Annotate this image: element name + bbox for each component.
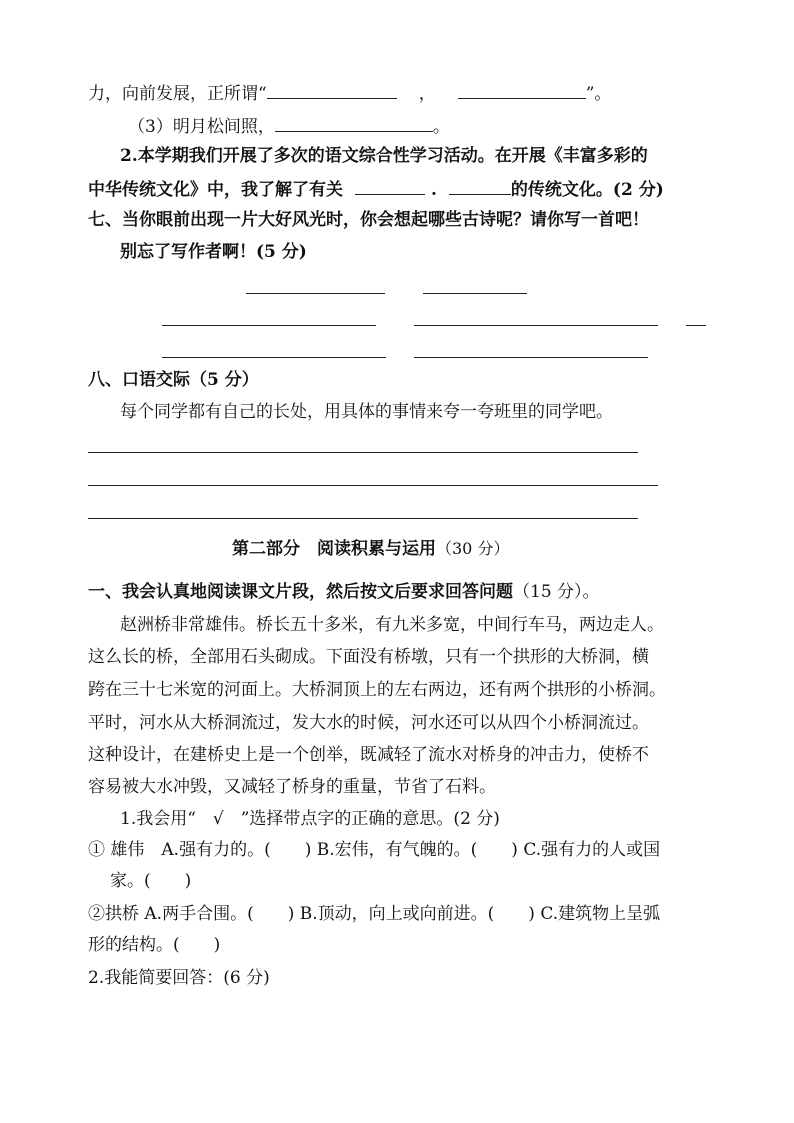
passage-line: 这种设计，在建桥史上是一个创举，既减轻了流水对桥身的冲击力，使桥不 bbox=[88, 745, 649, 765]
poem-line[interactable] bbox=[686, 325, 706, 326]
reading-question-1 bbox=[88, 580, 600, 604]
poem-line[interactable] bbox=[423, 293, 527, 294]
question-2-suffix: 的传统文化。(2 分) bbox=[510, 180, 664, 200]
answer-blank[interactable] bbox=[267, 80, 397, 99]
passage-line: 赵洲桥非常雄伟。桥长五十多米，有九米多宽，中间行车马，两边走人。 bbox=[120, 615, 664, 635]
answer-line[interactable] bbox=[88, 485, 658, 486]
question-2-line-2 bbox=[88, 176, 664, 202]
passage-line: 跨在三十七米宽的河面上。大桥洞顶上的左右两边，还有两个拱形的小桥洞。 bbox=[88, 680, 666, 700]
answer-blank[interactable] bbox=[355, 176, 425, 195]
option-group-2-line-2: 形的结构。( ) bbox=[88, 935, 221, 955]
answer-line[interactable] bbox=[88, 452, 638, 453]
poem-line[interactable] bbox=[246, 293, 385, 294]
reading-question-1-score: （15 分）。 bbox=[513, 582, 600, 602]
poem-line[interactable] bbox=[414, 325, 658, 326]
poem-line[interactable] bbox=[162, 357, 386, 358]
reading-question-1-title: 一、我会认真地阅读课文片段，然后按文后要求回答问题 bbox=[88, 582, 513, 602]
item-3-end: 。 bbox=[432, 117, 450, 137]
part-2-title: 第二部分 阅读积累与运用 bbox=[232, 539, 436, 559]
section-8-prompt: 每个同学都有自己的长处，用具体的事情来夸一夸班里的同学吧。 bbox=[120, 402, 613, 422]
poem-line[interactable] bbox=[162, 325, 376, 326]
answer-blank[interactable] bbox=[275, 113, 433, 132]
section-7-subtitle: 别忘了写作者啊！(5 分) bbox=[120, 242, 307, 262]
section-7-title: 七、当你眼前出现一片大好风光时，你会想起哪些古诗呢？请你写一首吧！ bbox=[88, 210, 649, 230]
answer-blank[interactable] bbox=[449, 176, 511, 195]
question-2-line-1: 2.本学期我们开展了多次的语文综合性学习活动。在开展《丰富多彩的 bbox=[120, 146, 648, 166]
question-2-prefix: 中华传统文化》中，我了解了有关 bbox=[88, 180, 343, 200]
option-group-2-line-1: ②拱桥 A.两手合围。( ) B.顶动，向上或向前进。( ) C.建筑物上呈弧 bbox=[88, 904, 661, 924]
poem-line[interactable] bbox=[414, 357, 648, 358]
passage-line: 容易被大水冲毁，又减轻了桥身的重量，节省了石料。 bbox=[88, 777, 496, 797]
fill-line-1-end: ”。 bbox=[585, 84, 612, 104]
question-2-dot: . bbox=[431, 180, 437, 200]
fill-item-3 bbox=[128, 113, 450, 139]
fill-line-1 bbox=[88, 80, 611, 106]
part-2-score: （30 分） bbox=[436, 539, 510, 558]
section-8-title: 八、口语交际（5 分） bbox=[88, 370, 259, 390]
answer-line[interactable] bbox=[88, 518, 638, 519]
sub-question-1: 1.我会用“ √ ”选择带点字的正确的意思。(2 分) bbox=[120, 809, 500, 829]
passage-line: 平时，河水从大桥洞流过，发大水的时候，河水还可以从四个小桥洞流过。 bbox=[88, 713, 649, 733]
option-group-1-line-2: 家。( ) bbox=[110, 871, 192, 891]
option-group-1-line-1: ① 雄伟 A.强有力的。( ) B.宏伟，有气魄的。( ) C.强有力的人或国 bbox=[88, 840, 661, 860]
item-3-label: （3）明月松间照， bbox=[128, 117, 275, 137]
part-2-heading bbox=[232, 537, 509, 561]
fill-line-1-comma: ， bbox=[418, 84, 436, 104]
fill-line-1-start: 力，向前发展，正所谓“ bbox=[88, 84, 267, 104]
sub-question-2: 2.我能简要回答：(6 分) bbox=[88, 968, 270, 988]
answer-blank[interactable] bbox=[458, 80, 586, 99]
passage-line: 这么长的桥，全部用石头砌成。下面没有桥墩，只有一个拱形的大桥洞，横 bbox=[88, 647, 649, 667]
